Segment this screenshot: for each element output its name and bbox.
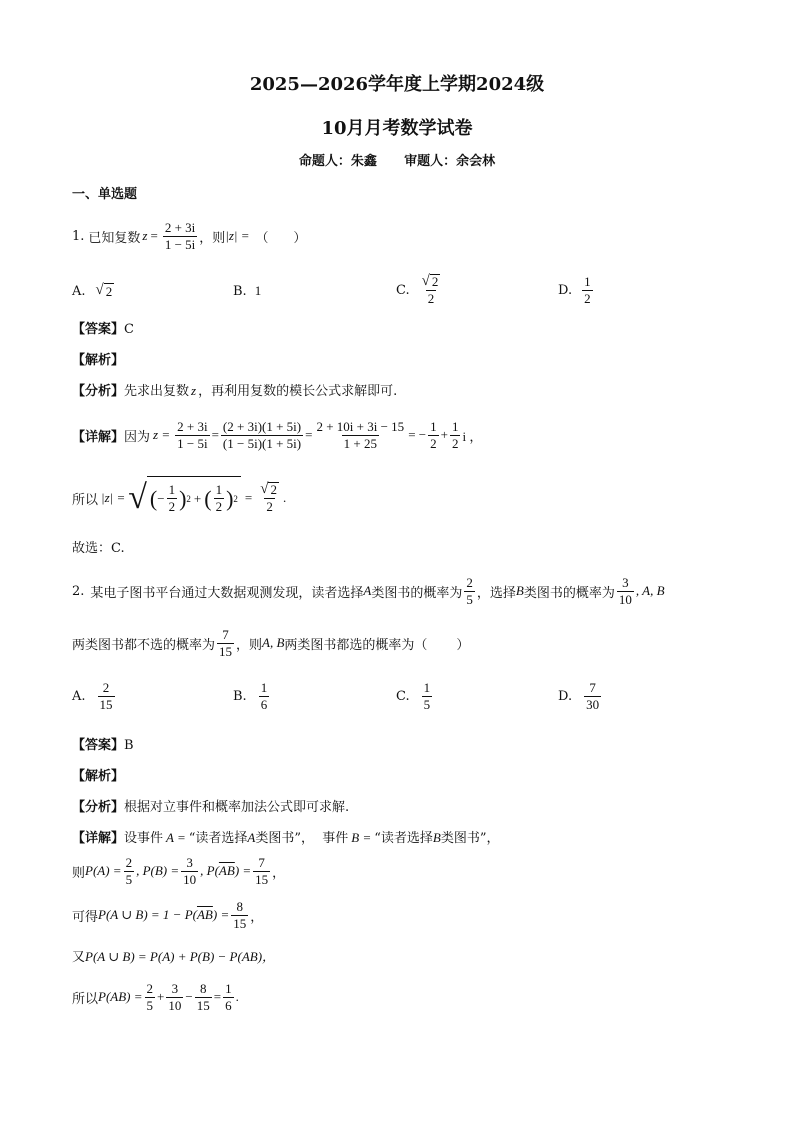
- q2-option-b-frac: [259, 681, 270, 711]
- q2-then-pb-frac: [181, 856, 198, 886]
- q1-option-b-value: 1: [254, 283, 262, 298]
- q2-option-c-label: C.: [396, 688, 410, 704]
- q2-line2-ab: A, B: [262, 635, 285, 650]
- q2-final-pre: 所以: [72, 991, 99, 1007]
- q2-detail-b-var: B: [432, 830, 441, 845]
- q2-option-d: [558, 676, 603, 716]
- q2-then-pab: , P(: [200, 863, 219, 878]
- q2-final-c-den: 15: [196, 997, 210, 1013]
- q2-get-bar: $\overline{AB}$: [196, 907, 213, 922]
- q2-p2: [617, 576, 634, 606]
- q2-final-r-den: 6: [225, 997, 232, 1013]
- q1-detail-frac1-num: 2 + 3i: [177, 418, 208, 434]
- q2-then: [72, 850, 285, 892]
- q1-option-d-label: D.: [558, 282, 573, 298]
- q2-then-pre: 则: [72, 865, 86, 881]
- q2-then-pa-num: 2: [125, 854, 133, 870]
- q2-get-expr2: ) =: [212, 907, 230, 922]
- q1-detail-frac2-num: (2 + 3i)(1 + 5i): [222, 418, 302, 434]
- q2-then-pab-num: 7: [258, 854, 265, 870]
- q2-fenxi-text: 根据对立事件和概率加法公式即可求解.: [124, 800, 350, 815]
- q2-final-frac-r: [223, 982, 234, 1012]
- q2-then-pb-num: 3: [186, 854, 193, 870]
- q2-final-a-num: 2: [146, 980, 154, 996]
- q1-option-d-num: 1: [584, 273, 591, 289]
- q1-so-abs: |z| =: [101, 490, 126, 505]
- section-heading: 一、单选题: [72, 187, 138, 202]
- q2-final-expr: P(AB) =: [98, 989, 143, 1004]
- q2-then-pb-den: 10: [183, 871, 197, 887]
- q2-answer: [72, 734, 134, 753]
- q1-option-c-num: 2: [431, 274, 439, 290]
- q2-var-a: A: [363, 583, 372, 598]
- q2-p3-den: 15: [219, 643, 233, 659]
- q1-stem: [72, 214, 306, 258]
- q1-detail-tail: i ，: [462, 428, 483, 444]
- q2-final-frac-a: [145, 982, 156, 1012]
- q1-fraction: [163, 221, 197, 251]
- q2-final-a-den: 5: [146, 997, 154, 1013]
- q2-then-pa: P(A) =: [85, 863, 122, 878]
- q2-final-period: .: [235, 989, 239, 1004]
- q1-detail-eq2: =: [305, 427, 313, 442]
- q1-frac-num: 2 + 3i: [164, 219, 196, 235]
- q1-so-pre: 所以: [72, 492, 99, 508]
- q2-final-c-num: 8: [199, 980, 207, 996]
- authors-line: 命题人：朱鑫 审题人：余会林: [298, 154, 496, 169]
- q2-also-pre: 又: [72, 950, 86, 965]
- q2-option-d-frac: [584, 681, 601, 711]
- q2-stem2: 类图书的概率为: [371, 585, 463, 601]
- q2-option-a: [72, 676, 117, 716]
- q2-option-c-num: 1: [423, 679, 431, 695]
- q1-detail-plus: +: [440, 427, 448, 442]
- q2-final-eq: =: [213, 989, 222, 1004]
- q2-option-c-den: 5: [423, 696, 431, 712]
- q2-final-minus: −: [185, 989, 193, 1004]
- q2-get: [72, 894, 263, 936]
- q2-stem-line2: [72, 622, 469, 664]
- q2-then-pab-den: 15: [255, 871, 269, 887]
- q1-number: 1.: [72, 228, 85, 244]
- q1-detail-frac5-den: 2: [451, 435, 459, 451]
- q1-so-frac-a-den: 2: [168, 499, 176, 514]
- q1-option-a-value: 2: [105, 283, 113, 299]
- q2-option-a-label: A.: [72, 688, 86, 704]
- q2-fenxi-tag: 【分析】: [72, 800, 125, 815]
- q2-option-b-label: B.: [233, 688, 247, 704]
- q1-so-result-num: 2: [270, 482, 277, 498]
- q1-stem-mid: ，则: [199, 230, 226, 246]
- q2-get-num: 8: [236, 898, 243, 914]
- q2-p1-num: 2: [466, 574, 473, 590]
- q2-stem3: ，选择: [476, 585, 516, 601]
- q1-z: z: [142, 228, 148, 243]
- exam-title-line2: 10月月考数学试卷: [321, 118, 473, 139]
- q2-then-pab-frac: [253, 856, 270, 886]
- q1-detail-z: z =: [153, 427, 171, 442]
- q2-stem1: 某电子图书平台通过大数据观测发现，读者选择: [90, 585, 364, 601]
- q1-answer: [72, 318, 134, 337]
- q2-get-pre: 可得: [72, 909, 99, 925]
- q1-so-sqrt: √ ( − $\frac{1}{2}$ ) 2 + ( $\frac{1}{2}$ ) 2: [128, 476, 241, 520]
- q2-answer-value: B: [124, 738, 134, 753]
- q1-detail-frac4-num: 1: [430, 418, 437, 434]
- q2-option-a-den: 15: [99, 696, 113, 712]
- q2-stem-line1: [72, 570, 665, 612]
- q2-then-pab2: ) =: [234, 863, 252, 878]
- q1-detail: [72, 412, 482, 458]
- q2-detail-b: B =: [351, 830, 372, 845]
- q2-also: [72, 946, 275, 965]
- q1-detail-frac3-num: 2 + 10i + 3i − 15: [316, 418, 405, 434]
- q1-detail-frac3-den: 1 + 25: [343, 435, 377, 451]
- q1-so-result-den: 2: [266, 499, 273, 515]
- q2-option-d-den: 30: [586, 696, 600, 712]
- q2-get-tail: ，: [250, 909, 264, 925]
- q1-detail-eq1: =: [211, 427, 219, 442]
- q1-stem-pre: 已知复数: [88, 230, 141, 246]
- q1-answer-tag: 【答案】: [72, 322, 125, 337]
- q2-detail-a-var: A: [247, 830, 256, 845]
- q1-so-frac-a: [167, 483, 178, 513]
- q1-so: 所以 |z| = √ ( − $\frac{1}{2}$ ) 2 + ( $\frac{1}{2}$ ) 2 = √ 2 2 .: [72, 470, 286, 526]
- q2-option-c: [396, 676, 434, 716]
- q2-final-frac-c: [195, 982, 212, 1012]
- q2-detail-2: “读者选择: [188, 831, 248, 846]
- q2-final: [72, 976, 239, 1018]
- q2-option-b-den: 6: [260, 696, 268, 712]
- q2-option-d-label: D.: [558, 688, 573, 704]
- q2-option-a-frac: [98, 681, 115, 711]
- q1-fenxi-tag: 【分析】: [72, 384, 125, 399]
- q2-line2-pre: 两类图书都不选的概率为: [72, 637, 216, 653]
- q2-get-den: 15: [233, 915, 247, 931]
- q1-option-d-frac: [582, 275, 593, 305]
- q2-detail-4: “读者选择: [374, 831, 433, 846]
- q2-detail-5: 类图书”，: [440, 831, 500, 846]
- q1-fenxi: [72, 380, 397, 399]
- q1-eq: =: [150, 228, 158, 243]
- q1-option-c: [396, 270, 444, 310]
- q2-then-tail: ，: [272, 865, 286, 881]
- q2-then-pa-frac: [124, 856, 135, 886]
- q1-so-result: √ 2 2: [260, 481, 277, 515]
- q2-detail-a: A =: [166, 830, 186, 845]
- q2-detail: [72, 827, 500, 846]
- q1-choose: 故选：C.: [72, 541, 125, 556]
- q2-also-expr: P(A ∪ B) = P(A) + P(B) − P(AB)，: [85, 949, 276, 964]
- q2-then-ab-bar: $\overline{AB}$: [218, 863, 235, 878]
- q2-stem5: , A, B: [635, 583, 665, 598]
- q1-option-a-sqrt: √ 2: [95, 281, 113, 299]
- q1-detail-minus: = −: [408, 427, 427, 442]
- q2-get-frac: [231, 900, 248, 930]
- q1-fenxi-pre: 先求出复数: [124, 384, 190, 399]
- q1-detail-frac3: [314, 420, 406, 450]
- q1-so-frac-b: [214, 483, 225, 513]
- q2-final-frac-b: [166, 982, 183, 1012]
- q1-analysis-tag: 【解析】: [72, 353, 125, 368]
- q1-option-b: [233, 276, 261, 306]
- q2-line2-mid: ，则: [236, 637, 263, 653]
- q2-number: 2.: [72, 583, 85, 599]
- q1-option-c-frac: √ 2 2: [421, 273, 439, 307]
- q1-answer-value: C: [124, 322, 134, 337]
- q2-final-r-num: 1: [225, 980, 232, 996]
- q1-fenxi-post: ，再利用复数的模长公式求解即可.: [198, 384, 398, 399]
- q2-var-b: B: [515, 583, 524, 598]
- q1-fenxi-var: z: [191, 383, 197, 398]
- q2-option-a-num: 2: [102, 679, 110, 695]
- q2-p3: [217, 628, 234, 658]
- q2-detail-1: 设事件: [124, 831, 164, 846]
- q1-detail-tag: 【详解】: [72, 429, 125, 445]
- q1-option-b-label: B.: [233, 283, 247, 299]
- q1-frac-den: 1 − 5i: [164, 236, 196, 252]
- q2-get-expr: P(A ∪ B) = 1 − P(: [98, 907, 197, 922]
- q2-analysis-tag: 【解析】: [72, 769, 125, 784]
- q2-then-pb: , P(B) =: [136, 863, 180, 878]
- q2-p3-num: 7: [222, 626, 229, 642]
- q2-option-b: [233, 676, 271, 716]
- q2-option-d-num: 7: [589, 679, 596, 695]
- q1-abs-z: |z| =: [225, 228, 250, 243]
- q1-option-a-label: A.: [72, 283, 86, 299]
- q1-detail-frac5-num: 1: [451, 418, 459, 434]
- q1-detail-frac1-den: 1 − 5i: [177, 435, 208, 451]
- q1-option-c-label: C.: [396, 282, 410, 298]
- q2-detail-3: 类图书”， 事件: [255, 831, 349, 846]
- q2-final-b-den: 10: [168, 997, 182, 1013]
- q1-so-frac-b-den: 2: [215, 499, 223, 514]
- q2-detail-tag: 【详解】: [72, 831, 125, 846]
- q2-fenxi: [72, 796, 349, 815]
- q1-option-c-den: 2: [427, 291, 435, 307]
- q2-final-b-num: 3: [171, 980, 179, 996]
- q1-detail-frac2-den: (1 − 5i)(1 + 5i): [222, 435, 302, 451]
- q2-final-plus: +: [157, 989, 165, 1004]
- q2-option-b-num: 1: [260, 679, 268, 695]
- exam-title-line1: 2025—2026学年度上学期2024级: [249, 74, 545, 95]
- q2-option-c-frac: [422, 681, 433, 711]
- q1-option-a: [72, 276, 114, 306]
- q2-p1-den: 5: [466, 591, 473, 607]
- q1-detail-frac4: [428, 420, 439, 450]
- q2-p2-num: 3: [622, 574, 629, 590]
- q1-paren: （ ）: [255, 230, 307, 246]
- q2-p1: [464, 576, 475, 606]
- q1-option-d: [558, 272, 595, 308]
- q1-so-frac-a-num: 1: [168, 482, 176, 498]
- q1-detail-frac1: [175, 420, 209, 450]
- q1-option-d-den: 2: [584, 290, 591, 306]
- q2-answer-tag: 【答案】: [72, 738, 125, 753]
- q2-p2-den: 10: [618, 591, 632, 607]
- q2-stem4: 类图书的概率为: [523, 585, 615, 601]
- q2-line2-post: 两类图书都选的概率为（ ）: [284, 637, 470, 653]
- q1-detail-frac2: [221, 420, 303, 450]
- q1-so-frac-b-num: 1: [215, 482, 223, 498]
- q1-detail-pre: 因为: [124, 429, 151, 445]
- q1-detail-frac5: [450, 420, 461, 450]
- q1-detail-frac4-den: 2: [430, 435, 437, 451]
- q2-then-pa-den: 5: [125, 871, 133, 887]
